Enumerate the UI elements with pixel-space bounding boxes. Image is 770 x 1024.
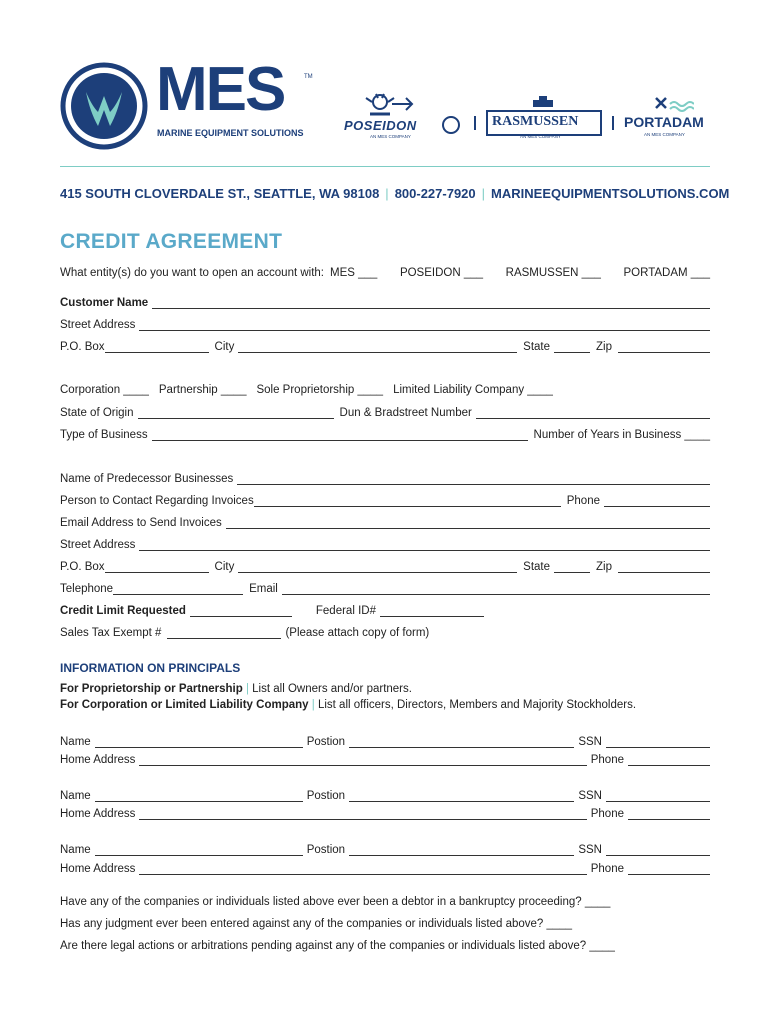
credit-limit-label: Credit Limit Requested xyxy=(60,605,186,617)
billing-pobox-field[interactable] xyxy=(105,560,209,573)
dun-field[interactable] xyxy=(476,406,710,419)
years-business-label[interactable]: Number of Years in Business ____ xyxy=(533,429,710,441)
customer-name-field[interactable] xyxy=(152,296,710,309)
corporation-option[interactable]: Corporation ____ xyxy=(60,384,149,396)
billing-state-label: State xyxy=(523,561,551,573)
customer-zip-field[interactable] xyxy=(618,340,710,353)
principal-3-home-field[interactable] xyxy=(139,862,586,875)
invoice-contact-field[interactable] xyxy=(254,494,561,507)
principal-name-label: Name xyxy=(60,736,91,748)
brand-divider-2 xyxy=(612,116,614,130)
customer-street-label: Street Address xyxy=(60,319,136,331)
telephone-row xyxy=(60,579,710,595)
customer-state-field[interactable] xyxy=(554,340,590,353)
judgment-question[interactable]: Has any judgment ever been entered against any of the companies or individuals listed above? ____ xyxy=(60,918,573,930)
principal-2-position-field[interactable] xyxy=(349,789,574,802)
principal-1-position-field[interactable] xyxy=(349,735,574,748)
poseidon-wordmark: POSEIDON xyxy=(344,118,417,133)
principals-note-2-bold: For Corporation or Limited Liability Company xyxy=(60,699,309,711)
principal-ssn-label: SSN xyxy=(578,736,602,748)
page-title: CREDIT AGREEMENT xyxy=(60,230,283,253)
principal-position-label: Postion xyxy=(306,736,346,748)
predecessor-row xyxy=(60,469,710,485)
company-website: MARINEEQUIPMENTSOLUTIONS.COM xyxy=(491,186,730,201)
legal-actions-question[interactable]: Are there legal actions or arbitrations pending against any of the companies or individuals listed above? ____ xyxy=(60,940,615,952)
attach-note: (Please attach copy of form) xyxy=(285,627,430,639)
entity-option-rasmussen[interactable]: RASMUSSEN ___ xyxy=(505,267,601,279)
principal-3-ssn-field[interactable] xyxy=(606,843,710,856)
mes-trademark: TM xyxy=(304,74,313,80)
principal-phone-label: Phone xyxy=(590,863,624,875)
billing-zip-field[interactable] xyxy=(618,560,710,573)
customer-name-label: Customer Name xyxy=(60,297,149,309)
predecessor-label: Name of Predecessor Businesses xyxy=(60,473,234,485)
principal-2-name-field[interactable] xyxy=(95,789,303,802)
dun-label: Dun & Bradstreet Number xyxy=(339,407,472,419)
credit-limit-field[interactable] xyxy=(190,604,292,617)
invoice-email-label: Email Address to Send Invoices xyxy=(60,517,222,529)
customer-city-field[interactable] xyxy=(238,340,517,353)
principal-phone-label: Phone xyxy=(590,754,624,766)
customer-street-field[interactable] xyxy=(139,318,710,331)
principal-position-label: Postion xyxy=(306,844,346,856)
partnership-option[interactable]: Partnership ____ xyxy=(158,384,247,396)
entity-question-row xyxy=(60,263,710,279)
billing-pobox-label: P.O. Box xyxy=(60,561,105,573)
type-business-field[interactable] xyxy=(152,428,528,441)
company-address: 415 SOUTH CLOVERDALE ST., SEATTLE, WA 98108 xyxy=(60,186,380,201)
principal-2-ssn-field[interactable] xyxy=(606,789,710,802)
poseidon-badge-icon xyxy=(442,116,460,134)
principal-name-label: Name xyxy=(60,790,91,802)
principal-1-home-field[interactable] xyxy=(139,753,586,766)
billing-city-label: City xyxy=(214,561,235,573)
mes-wordmark: MES xyxy=(156,55,285,124)
sales-tax-field[interactable] xyxy=(167,626,281,639)
sales-tax-row xyxy=(60,623,710,639)
principal-3-position-field[interactable] xyxy=(349,843,574,856)
invoice-phone-field[interactable] xyxy=(604,494,710,507)
poseidon-figure-icon xyxy=(356,92,416,120)
principal-home-label: Home Address xyxy=(60,863,136,875)
principal-1-home-row xyxy=(60,750,710,766)
principals-note-2: For Corporation or Limited Liability Company | List all officers, Directors, Members and Majority Stockholders. xyxy=(60,699,637,711)
principal-3-phone-field[interactable] xyxy=(628,862,710,875)
credit-limit-row xyxy=(60,601,710,617)
principal-name-label: Name xyxy=(60,844,91,856)
mes-tagline: MARINE EQUIPMENT SOLUTIONS xyxy=(157,128,304,138)
invoice-phone-label: Phone xyxy=(566,495,600,507)
principals-note-1-bold: For Proprietorship or Partnership xyxy=(60,683,243,695)
principal-3-name-row xyxy=(60,840,710,856)
entity-option-mes[interactable]: MES ___ xyxy=(330,267,378,279)
principal-ssn-label: SSN xyxy=(578,844,602,856)
state-origin-row xyxy=(60,403,710,419)
portadam-wave-icon xyxy=(654,96,694,114)
llc-option[interactable]: Limited Liability Company ____ xyxy=(393,384,553,396)
invoice-contact-label: Person to Contact Regarding Invoices xyxy=(60,495,254,507)
telephone-field[interactable] xyxy=(113,582,243,595)
billing-street-row xyxy=(60,535,710,551)
customer-city-label: City xyxy=(214,341,235,353)
email-field[interactable] xyxy=(282,582,710,595)
principal-3-name-field[interactable] xyxy=(95,843,303,856)
portadam-logo xyxy=(624,96,714,144)
principals-note-2-rest: List all officers, Directors, Members and Majority Stockholders. xyxy=(317,699,637,711)
customer-pobox-field[interactable] xyxy=(105,340,209,353)
principal-2-home-row xyxy=(60,804,710,820)
portadam-wordmark xyxy=(624,114,704,130)
rasmussen-logo xyxy=(486,96,602,144)
principal-home-label: Home Address xyxy=(60,754,136,766)
principal-1-ssn-field[interactable] xyxy=(606,735,710,748)
sole-proprietorship-option[interactable]: Sole Proprietorship ____ xyxy=(256,384,384,396)
brand-divider-1 xyxy=(474,116,476,130)
portadam-sub: AN MES COMPANY xyxy=(644,132,685,137)
customer-street-row xyxy=(60,315,710,331)
rasmussen-sub: AN MES COMPANY xyxy=(520,134,561,139)
portadam-text: PORTADAM xyxy=(624,114,704,130)
entity-question-prompt: What entity(s) do you want to open an account with: xyxy=(60,267,325,279)
principal-1-name-field[interactable] xyxy=(95,735,303,748)
federal-id-field[interactable] xyxy=(380,604,484,617)
state-origin-field[interactable] xyxy=(138,406,334,419)
principal-phone-label: Phone xyxy=(590,808,624,820)
poseidon-logo xyxy=(344,92,462,144)
billing-city-field[interactable] xyxy=(238,560,517,573)
principal-3-home-row xyxy=(60,859,710,875)
telephone-label: Telephone xyxy=(60,583,114,595)
principal-2-name-row xyxy=(60,786,710,802)
billing-street-label: Street Address xyxy=(60,539,136,551)
principal-home-label: Home Address xyxy=(60,808,136,820)
contact-bar: 415 SOUTH CLOVERDALE ST., SEATTLE, WA 98108 | 800-227-7920 | MARINEEQUIPMENTSOLUTIONS.COM xyxy=(60,186,730,201)
predecessor-field[interactable] xyxy=(237,472,710,485)
rasmussen-wordmark: RASMUSSEN xyxy=(492,114,579,129)
email-label: Email xyxy=(249,583,278,595)
mes-emblem-icon xyxy=(60,62,148,150)
type-business-label: Type of Business xyxy=(60,429,148,441)
billing-pobox-row xyxy=(60,557,710,573)
business-type-row xyxy=(60,380,710,396)
billing-street-field[interactable] xyxy=(139,538,710,551)
principals-note-1: For Proprietorship or Partnership | List all Owners and/or partners. xyxy=(60,683,412,695)
customer-state-label: State xyxy=(523,341,551,353)
principals-heading: INFORMATION ON PRINCIPALS xyxy=(60,661,241,675)
federal-id-label: Federal ID# xyxy=(315,605,376,617)
invoice-email-field[interactable] xyxy=(226,516,710,529)
billing-zip-label: Zip xyxy=(596,561,612,573)
customer-zip-label: Zip xyxy=(596,341,612,353)
bankruptcy-question[interactable]: Have any of the companies or individuals listed above ever been a debtor in a bankruptcy proceeding? ____ xyxy=(60,896,611,908)
company-phone: 800-227-7920 xyxy=(394,186,476,201)
billing-state-field[interactable] xyxy=(554,560,590,573)
invoice-contact-row xyxy=(60,491,710,507)
rasmussen-anchor-icon xyxy=(531,96,555,110)
principal-2-home-field[interactable] xyxy=(139,807,586,820)
principals-note-1-rest: List all Owners and/or partners. xyxy=(252,683,412,695)
invoice-email-row xyxy=(60,513,710,529)
sales-tax-label: Sales Tax Exempt # xyxy=(60,627,162,639)
customer-pobox-label: P.O. Box xyxy=(60,341,105,353)
customer-pobox-row xyxy=(60,337,710,353)
principal-position-label: Postion xyxy=(306,790,346,802)
entity-option-portadam[interactable]: PORTADAM ___ xyxy=(623,267,710,279)
header-divider xyxy=(60,166,710,167)
principal-1-name-row xyxy=(60,732,710,748)
poseidon-sub: AN MES COMPANY xyxy=(370,134,411,139)
type-business-row xyxy=(60,425,710,441)
principal-2-phone-field[interactable] xyxy=(628,807,710,820)
state-origin-label: State of Origin xyxy=(60,407,134,419)
mes-logo xyxy=(60,55,320,152)
customer-name-row xyxy=(60,293,710,309)
principal-1-phone-field[interactable] xyxy=(628,753,710,766)
entity-option-poseidon[interactable]: POSEIDON ___ xyxy=(399,267,484,279)
principal-ssn-label: SSN xyxy=(578,790,602,802)
